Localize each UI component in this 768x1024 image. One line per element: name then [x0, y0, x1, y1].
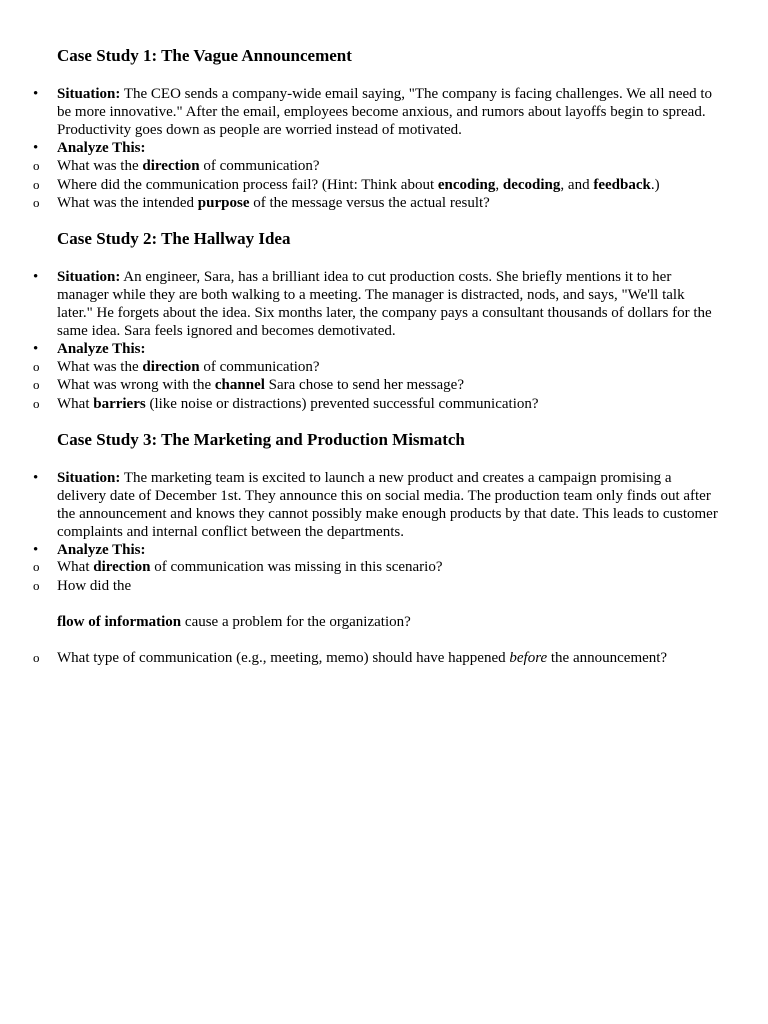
case-study-2-title: Case Study 2: The Hallway Idea — [57, 229, 291, 248]
bullet-marker: • — [33, 341, 39, 357]
sub-bullet-marker: o — [33, 158, 40, 173]
situation-label: Situation: — [57, 269, 121, 285]
bullet-marker: • — [33, 269, 39, 285]
bullet-marker: • — [33, 542, 39, 558]
cs3-situation-text: Situation: The marketing team is excited to launch a new product and creates a campaign promising a delivery date of December 1st. They announce this on social media. The production team only finds out after the announcement and knows they cannot possibly make enough products by that date. This leads to customer complaints and internal conflict between the departments. — [57, 470, 718, 540]
sub-bullet-marker: o — [33, 359, 40, 374]
bullet-marker: • — [33, 86, 39, 102]
cs2-situation-text: Situation: An engineer, Sara, has a brilliant idea to cut production costs. She briefly mentions it to her manager while they are both walking to a meeting. The manager is distracted, nods, and says, "We'll talk later." He forgets about the idea. Six months later, the company pays a consultant thousands of dollars for the same idea. Sara feels ignored and becomes demotivated. — [57, 269, 712, 339]
sub-bullet-marker: o — [33, 578, 40, 593]
bullet-marker: • — [33, 140, 39, 156]
analyze-label: Analyze This: — [57, 140, 146, 156]
situation-label: Situation: — [57, 86, 121, 102]
sub-bullet-marker: o — [33, 195, 40, 210]
sub-bullet-marker: o — [33, 559, 40, 574]
case-study-1-title: Case Study 1: The Vague Announcement — [57, 46, 352, 65]
bullet-marker: • — [33, 470, 39, 486]
sub-bullet-marker: o — [33, 377, 40, 392]
cs1-situation-text: Situation: The CEO sends a company-wide email saying, "The company is facing challenges. We all need to be more innovative." After the email, employees become anxious, and rumors about layoffs begin to spread. Productivity goes down as people are worried instead of motivated. — [57, 86, 713, 138]
analyze-label: Analyze This: — [57, 341, 146, 357]
document-page: Case Study 1: The Vague Announcement • Situation: The CEO sends a company-wide email saying, "The company is facing challenges. We all need to be more innovative." After the email, employees become anxious, and rumors about layoffs begin to spread. Productivity goes down as people are worried instead of motivated. • Analyze This: o What was the direction of communication? o Where did the communication process fail? (Hint: Think about encoding, decoding, and feedback.) o What was the intended purpose of the message versus the actual result? Case Study 2: The Hallway Idea • Situation: An engineer, Sara, has a brilliant idea to cut production costs. She briefly mentions it to her manager while they are both walking to a meeting. The manager is distracted, nods, and says, "We'll talk later." He forgets about the idea. Six months later, the company pays a consultant thousands of dollars for the same idea. Sara feels ignored and becomes demotivated. • Analyze This: o What was the direction of communication? o What was wrong with the channel Sara chose to send her message? o What barriers (like noise or distractions) prevented successful communication? Case Study 3: The Marketing and Production Mismatch • Situation: The marketing team is excited to launch a new product and creates a campaign promising a delivery date of December 1st. They announce this on social media. The production team only finds out after the announcement and knows they cannot possibly make enough products by that date. This leads to customer complaints and internal conflict between the departments. • Analyze This: o What direction of communication was missing in this scenario? o How did the flow of information cause a problem for the organization? o What type of communication (e.g., meeting, memo) should have happened before the announcement? — [0, 0, 768, 1024]
analyze-label: Analyze This: — [57, 542, 146, 558]
sub-bullet-marker: o — [33, 177, 40, 192]
sub-bullet-marker: o — [33, 396, 40, 411]
situation-label: Situation: — [57, 470, 121, 486]
sub-bullet-marker: o — [33, 650, 40, 665]
case-study-3-title: Case Study 3: The Marketing and Production Mismatch — [57, 430, 465, 449]
